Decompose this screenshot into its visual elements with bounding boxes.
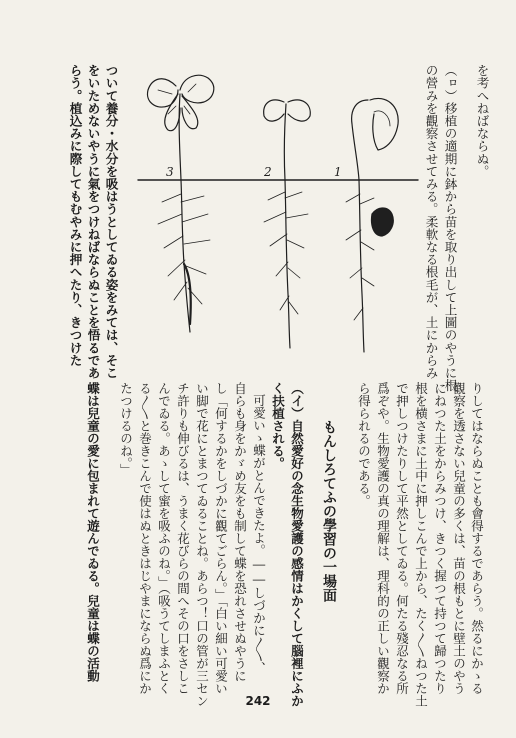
text-column: る〳〵と巻きこんで使はぬときはじやまにならぬ爲にか xyxy=(137,382,153,695)
text-column: んでゐる。あゝして蜜を吸ふのね。」（吸うてしまふとく xyxy=(156,382,172,695)
page-number: 242 xyxy=(245,694,271,708)
section-heading: もんしろてふの學習の一場面 xyxy=(321,420,337,602)
figure-label-1: 1 xyxy=(334,165,342,179)
text-column: 爲ぞや。生物愛護の真の理解は、理科的の正しい觀察か xyxy=(375,382,391,695)
text-column: 觀察を透さない兒童の多くは、苗の根もとに壁土のやう xyxy=(451,382,467,695)
text-column: 根を横さまに土中に押しこんで上から、たく〳〵ねつた土 xyxy=(413,382,429,707)
text-column: 自らも身をかゞめ友をも制して蝶を恐れさせぬやうに xyxy=(232,382,248,682)
seedling-3 xyxy=(148,75,214,332)
text-column: を考へねばならぬ。 xyxy=(474,64,490,178)
text-column: の營みを觀察させてみる。柔軟なる根毛が、土にからみ xyxy=(423,64,439,379)
text-column: にねつた土をからみつけ、きつく握つて持つて歸つたり xyxy=(432,382,448,695)
seedling-2 xyxy=(264,100,311,348)
text-column: く扶植される。 xyxy=(270,382,286,470)
seedling-1 xyxy=(346,98,398,352)
text-column: で押しつけたりして平然としてゐる。何たる殘忍なる所 xyxy=(394,382,410,695)
figure-label-2: 2 xyxy=(264,165,272,179)
seedling-root-illustration xyxy=(118,64,439,379)
text-column: （ㇿ）移植の適期に鉢から苗を取り出して上圖のやうに根 xyxy=(442,64,458,392)
text-column: ついて養分・水分を吸はうとしてゐる姿をみては、そこ xyxy=(103,64,119,379)
text-column: ら得られるのである。 xyxy=(356,382,372,507)
figure-label-3: 3 xyxy=(166,165,174,179)
text-column: をいためないやうに氣をつけねばならぬことを悟るであ xyxy=(85,64,101,379)
text-column: い脚で花にとまつてゐることね。あらつ！口の管が三セン xyxy=(194,382,210,707)
text-column: し「何するかをしづかに觀てごらん。」「白い細い可愛い xyxy=(213,382,229,695)
text-column: 可愛いゝ蝶がとんできたよ。――しづかに〳〵、 xyxy=(251,394,267,674)
text-column: たつけるのね。」 xyxy=(118,382,134,476)
text-column: （イ）自然愛好の念生物愛護の感情はかくして腦裡にふか xyxy=(289,382,305,707)
text-column: 蝶は兒童の愛に包まれて遊んでゐる。兒童は蝶の活動 xyxy=(85,382,101,682)
text-column: らう。植込みに際してもむやみに押へたり、きつけた xyxy=(67,64,83,367)
text-column: チ許りも伸びるは、うまく花びらの間へその口をさしこ xyxy=(175,382,191,695)
text-column: りしてはならぬことも會得するであらう。然るにかゝる xyxy=(469,382,485,695)
